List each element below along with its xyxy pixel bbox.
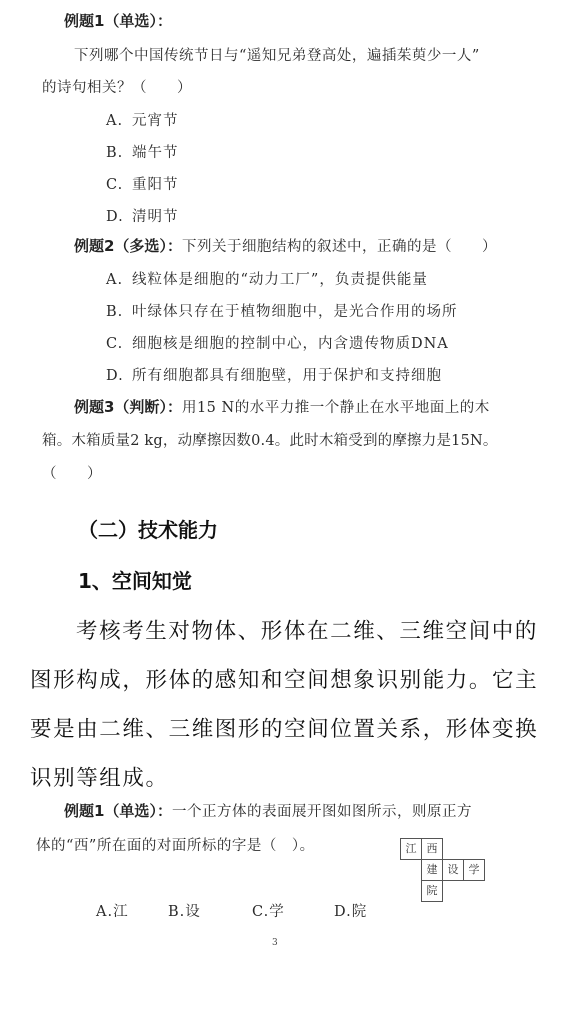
q4-line1 — [64, 800, 472, 821]
q3-answer-blank: （ ） — [42, 466, 102, 482]
page-number: 3 — [272, 938, 278, 948]
net-cell-xi: 西 — [421, 838, 443, 860]
net-cell-jiang: 江 — [400, 838, 422, 860]
q1-option-key: B. — [106, 145, 124, 161]
q2-option-key: B. — [106, 304, 124, 320]
q4-option-c — [252, 900, 285, 921]
q3-stem-line2: 箱。木箱质量2 kg，动摩擦因数0.4。此时木箱受到的摩擦力是15N。 — [42, 433, 498, 449]
q2-stem: 下列关于细胞结构的叙述中，正确的是（ ） — [181, 239, 497, 255]
q1-stem-line1: 下列哪个中国传统节日与“遥知兄弟登高处，遍插茱萸少一人” — [74, 48, 480, 64]
net-cell-she: 设 — [442, 859, 464, 881]
q2-option-key: D. — [106, 368, 124, 384]
net-cell-yuan: 院 — [421, 880, 443, 902]
q1-option-c — [106, 173, 179, 194]
q4-option-text: 设 — [185, 904, 201, 920]
q2-line — [74, 235, 497, 256]
q1-option-text: 清明节 — [132, 209, 179, 225]
q4-stem-line1: 一个正方体的表面展开图如图所示，则原正方 — [171, 804, 472, 820]
q2-option-text: 所有细胞都具有细胞壁，用于保护和支持细胞 — [132, 368, 442, 384]
q4-option-key: B. — [168, 904, 186, 920]
cube-net-diagram — [400, 838, 510, 908]
q2-option-a — [106, 268, 428, 289]
q4-option-b — [168, 900, 201, 921]
q3-line1 — [74, 396, 490, 417]
q2-heading: 例题2（多选）： — [74, 237, 182, 255]
q1-option-text: 重阳节 — [132, 177, 179, 193]
q2-option-d — [106, 364, 442, 385]
q1-option-d — [106, 205, 179, 226]
q2-option-key: A. — [106, 272, 124, 288]
section-title: （二）技术能力 — [78, 518, 218, 542]
q1-option-key: C. — [106, 177, 124, 193]
q4-option-d — [334, 900, 367, 921]
q1-option-key: D. — [106, 209, 124, 225]
paragraph-line1: 考核考生对物体、形体在二维、三维空间中的 — [76, 619, 539, 644]
q3-stem-line1: 用15 N的水平力推一个静止在水平地面上的木 — [181, 400, 490, 416]
q4-stem-line2: 体的“西”所在面的对面所标的字是（ ）。 — [36, 838, 315, 854]
q2-option-text: 细胞核是细胞的控制中心，内含遗传物质DNA — [132, 336, 449, 352]
q1-option-text: 端午节 — [132, 145, 179, 161]
q2-option-text: 叶绿体只存在于植物细胞中，是光合作用的场所 — [132, 304, 458, 320]
paragraph-line3: 要是由二维、三维图形的空间位置关系，形体变换 — [30, 717, 539, 742]
q4-option-key: C. — [252, 904, 270, 920]
paragraph-line2: 图形构成，形体的感知和空间想象识别能力。它主 — [30, 668, 539, 693]
q1-stem-line2: 的诗句相关？（ ） — [42, 80, 192, 96]
q4-option-key: D. — [334, 904, 352, 920]
q4-option-a — [96, 900, 129, 921]
q4-option-key: A. — [96, 904, 114, 920]
q1-option-text: 元宵节 — [132, 113, 179, 129]
q4-option-text: 江 — [113, 904, 129, 920]
net-cell-xue: 学 — [463, 859, 485, 881]
q4-option-text: 院 — [351, 904, 368, 920]
q2-option-text: 线粒体是细胞的“动力工厂”，负责提供能量 — [132, 272, 428, 288]
q2-option-b — [106, 300, 458, 321]
q1-heading: 例题1（单选）： — [64, 12, 172, 30]
q3-heading: 例题3（判断）： — [74, 398, 182, 416]
paragraph-line4: 识别等组成。 — [30, 766, 169, 791]
q4-option-text: 学 — [269, 904, 285, 920]
q2-option-c — [106, 332, 449, 353]
q2-option-key: C. — [106, 336, 124, 352]
section-subtitle: 1、空间知觉 — [78, 569, 192, 593]
q4-heading: 例题1（单选）： — [64, 802, 172, 820]
q1-option-a — [106, 109, 179, 130]
net-cell-jian: 建 — [421, 859, 443, 881]
q1-option-key: A. — [106, 113, 124, 129]
q1-option-b — [106, 141, 179, 162]
